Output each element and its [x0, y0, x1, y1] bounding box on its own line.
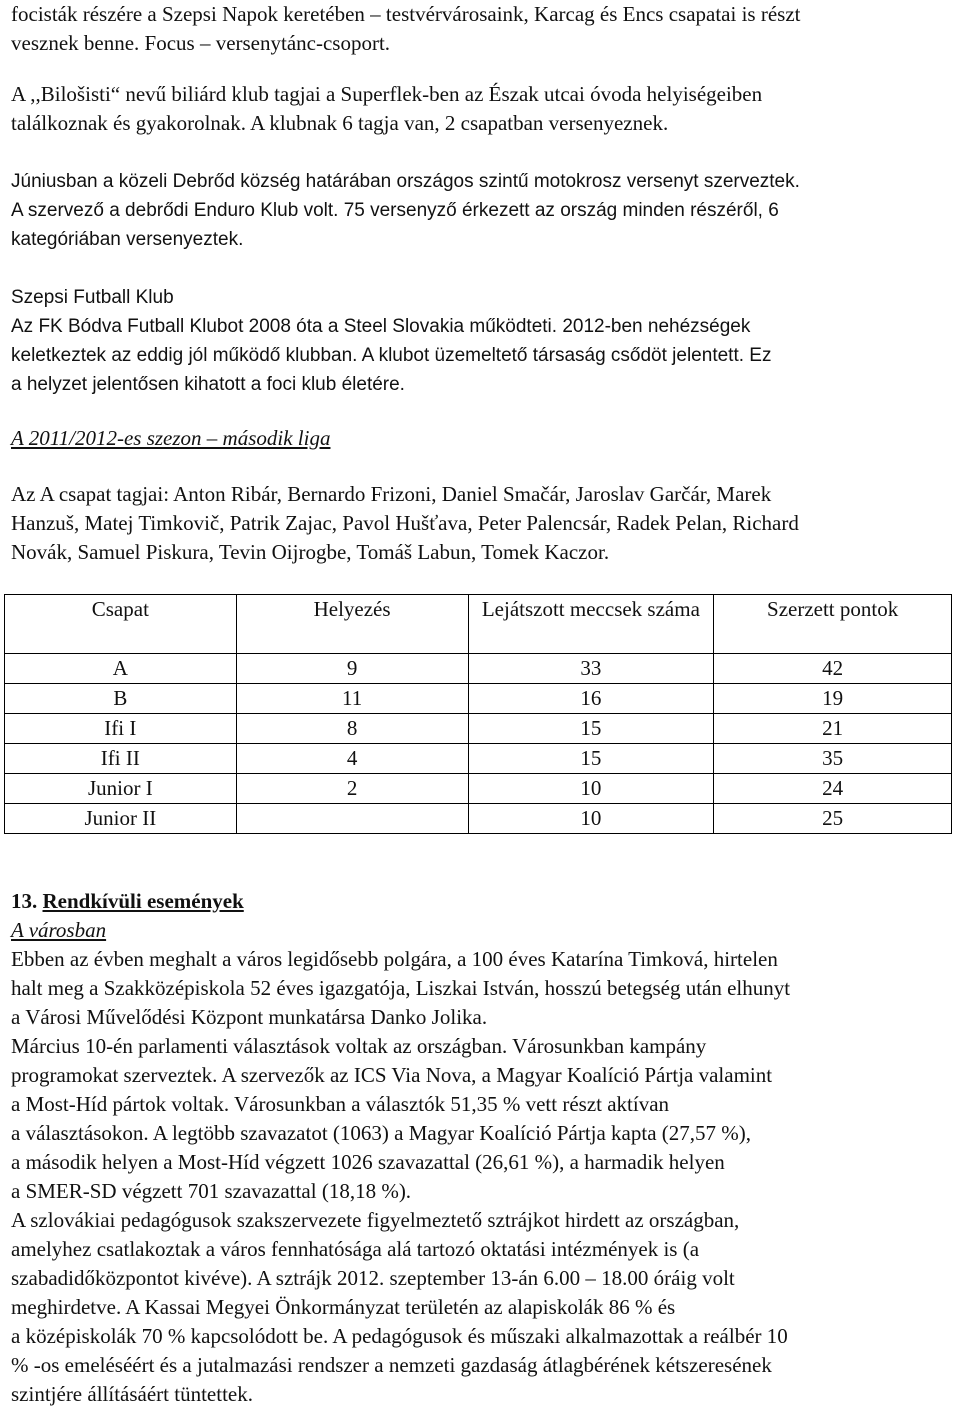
football-section	[11, 283, 771, 399]
text-line: amelyhez csatlakoztak a város fennhatósága alá tartozó oktatási intézmények is (a	[11, 1237, 700, 1261]
table-cell: 10	[468, 774, 714, 804]
table-cell: Junior I	[5, 774, 237, 804]
text-line: % -os emeléséért és a jutalmazási rendszer a nemzeti gazdaság átlagbérének kétszeresének	[11, 1353, 772, 1377]
section-13-body	[11, 945, 790, 1409]
text-line: a Városi Művelődési Központ munkatársa Danko Jolika.	[11, 1005, 488, 1029]
text-line: a második helyen a Most-Híd végzett 1026 szavazattal (26,61 %), a harmadik helyen	[11, 1150, 725, 1174]
table-cell: 25	[714, 804, 952, 834]
table-header-row	[5, 595, 952, 654]
text-line: A szlovákiai pedagógusok szakszervezete figyelmeztető sztrájkot hirdett az országban,	[11, 1208, 740, 1232]
text-line: szabadidőközpontot kivéve). A sztrájk 2012. szeptember 13-án 6.00 – 18.00 óráig volt	[11, 1266, 735, 1290]
text-line: A szervező a debrődi Enduro Klub volt. 75 versenyző érkezett az ország minden részéről, 6	[11, 200, 779, 221]
table-cell: 21	[714, 714, 952, 744]
table-cell: Junior II	[5, 804, 237, 834]
table-cell: 19	[714, 684, 952, 714]
section-heading-line	[11, 887, 244, 916]
team-members-paragraph	[11, 480, 799, 567]
header-cell: Csapat	[5, 595, 237, 654]
section-subtitle: A városban	[11, 918, 107, 942]
text-line: a SMER-SD végzett 701 szavazattal (18,18 %).	[11, 1179, 412, 1203]
text-line: szintjére állításáért tüntettek.	[11, 1382, 253, 1406]
table-cell: Ifi II	[5, 744, 237, 774]
table-cell: 9	[236, 654, 468, 684]
table-cell: B	[5, 684, 237, 714]
table-cell: 16	[468, 684, 714, 714]
text-line: találkoznak és gyakorolnak. A klubnak 6 tagja van, 2 csapatban versenyeznek.	[11, 111, 669, 135]
text-line: keletkeztek az eddig jól működő klubban. A klubot üzemeltető társaság csődöt jelentett. Ez	[11, 345, 772, 366]
text-line: programokat szerveztek. A szervezők az ICS Via Nova, a Magyar Koalíció Pártja valamint	[11, 1063, 773, 1087]
table-row	[5, 744, 952, 774]
table-cell: 4	[236, 744, 468, 774]
text-line: Hanzuš, Matej Timkovič, Patrik Zajac, Pavol Hušťava, Peter Palencsár, Radek Pelan, Richard	[11, 511, 799, 535]
table-cell: 10	[468, 804, 714, 834]
results-table	[4, 594, 952, 834]
header-cell: Helyezés	[236, 595, 468, 654]
season-title-text: A 2011/2012-es szezon – második liga	[11, 426, 331, 450]
table-cell: 2	[236, 774, 468, 804]
table-row	[5, 654, 952, 684]
text-line: a középiskolák 70 % kapcsolódott be. A pedagógusok és műszaki alkalmazottak a reálbér 10	[11, 1324, 788, 1348]
section-title: Rendkívüli események	[42, 889, 244, 913]
table-cell: 15	[468, 744, 714, 774]
table-cell: 33	[468, 654, 714, 684]
table-cell: A	[5, 654, 237, 684]
header-cell: Lejátszott meccsek száma	[468, 595, 714, 654]
table-cell: 11	[236, 684, 468, 714]
table-cell: 8	[236, 714, 468, 744]
header-cell: Szerzett pontok	[714, 595, 952, 654]
text-line: halt meg a Szakközépiskola 52 éves igazgatója, Liszkai István, hosszú betegség után elhunyt	[11, 976, 791, 1000]
section-13-heading	[11, 887, 244, 945]
table-row	[5, 774, 952, 804]
text-line: a választásokon. A legtöbb szavazatot (1063) a Magyar Koalíció Pártja kapta (27,57 %),	[11, 1121, 752, 1145]
text-line: focisták részére a Szepsi Napok keretében – testvérvárosaink, Karcag és Encs csapatai is részt	[11, 2, 801, 26]
motocross-paragraph	[11, 167, 800, 254]
intro-paragraph	[11, 0, 801, 58]
section-number: 13.	[11, 889, 38, 913]
table-cell	[236, 804, 468, 834]
table-cell: 42	[714, 654, 952, 684]
text-line: vesznek benne. Focus – versenytánc-csoport.	[11, 31, 391, 55]
text-line: Az A csapat tagjai: Anton Ribár, Bernardo Frizoni, Daniel Smačár, Jaroslav Garčár, Marek	[11, 482, 772, 506]
text-line: Júniusban a közeli Debrőd község határában országos szintű motokrosz versenyt szerveztek.	[11, 171, 800, 192]
billiard-paragraph	[11, 80, 762, 138]
table-row	[5, 684, 952, 714]
text-line: a Most-Híd pártok voltak. Városunkban a választók 51,35 % vett részt aktívan	[11, 1092, 670, 1116]
text-line: kategóriában versenyeztek.	[11, 229, 244, 250]
text-line: A ,,Bilošisti“ nevű biliárd klub tagjai a Superflek-ben az Észak utcai óvoda helyiségeiben	[11, 82, 763, 106]
table-cell: 35	[714, 744, 952, 774]
season-title	[11, 424, 330, 453]
text-line: Novák, Samuel Piskura, Tevin Oijrogbe, Tomáš Labun, Tomek Kaczor.	[11, 540, 610, 564]
text-line: meghirdetve. A Kassai Megyei Önkormányzat területén az alapiskolák 86 % és	[11, 1295, 676, 1319]
text-line: Ebben az évben meghalt a város legidősebb polgára, a 100 éves Katarína Timková, hirtelen	[11, 947, 778, 971]
football-heading: Szepsi Futball Klub	[11, 287, 174, 308]
text-line: a helyzet jelentősen kihatott a foci klub életére.	[11, 374, 405, 395]
text-line: Az FK Bódva Futball Klubot 2008 óta a Steel Slovakia működteti. 2012-ben nehézségek	[11, 316, 751, 337]
table-row	[5, 804, 952, 834]
table-row	[5, 714, 952, 744]
table-cell: 24	[714, 774, 952, 804]
text-line: Március 10-én parlamenti választások voltak az országban. Városunkban kampány	[11, 1034, 707, 1058]
table-cell: 15	[468, 714, 714, 744]
table-cell: Ifi I	[5, 714, 237, 744]
